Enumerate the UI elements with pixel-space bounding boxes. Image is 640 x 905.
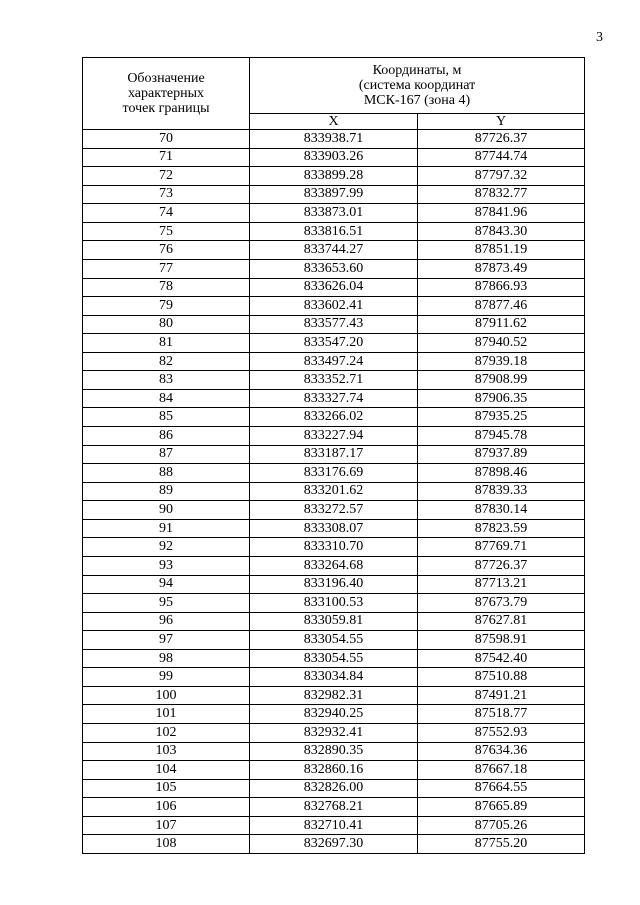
point-cell: 71	[83, 148, 250, 167]
y-coordinate-cell: 87866.93	[418, 278, 585, 297]
y-coordinate-cell: 87627.81	[418, 612, 585, 631]
y-coordinate-cell: 87598.91	[418, 631, 585, 650]
x-coordinate-cell: 833873.01	[250, 204, 418, 223]
y-coordinate-cell: 87755.20	[418, 835, 585, 854]
x-coordinate-cell: 833227.94	[250, 427, 418, 446]
table-row	[83, 761, 585, 780]
point-cell: 108	[83, 835, 250, 854]
x-coordinate-cell: 833577.43	[250, 315, 418, 334]
y-coordinate-cell: 87841.96	[418, 204, 585, 223]
x-coordinate-cell: 833653.60	[250, 259, 418, 278]
x-coordinate-cell: 832890.35	[250, 742, 418, 761]
x-coordinate-cell: 832710.41	[250, 816, 418, 835]
point-cell: 104	[83, 761, 250, 780]
designation-header-line-2: характерных	[127, 86, 205, 101]
table-row	[83, 130, 585, 149]
point-cell: 81	[83, 334, 250, 353]
x-coordinate-cell: 833272.57	[250, 501, 418, 520]
point-cell: 92	[83, 538, 250, 557]
y-coordinate-cell: 87664.55	[418, 779, 585, 798]
table-row	[83, 482, 585, 501]
point-cell: 78	[83, 278, 250, 297]
point-cell: 70	[83, 130, 250, 149]
y-coordinate-cell: 87510.88	[418, 668, 585, 687]
table-row	[83, 148, 585, 167]
x-coordinate-cell: 833310.70	[250, 538, 418, 557]
point-cell: 72	[83, 167, 250, 186]
point-cell: 90	[83, 501, 250, 520]
x-coordinate-cell: 833187.17	[250, 445, 418, 464]
point-cell: 107	[83, 816, 250, 835]
table-row	[83, 408, 585, 427]
table-row	[83, 222, 585, 241]
point-cell: 88	[83, 464, 250, 483]
boundary-coordinates-table	[82, 57, 585, 854]
y-coordinate-cell: 87518.77	[418, 705, 585, 724]
x-coordinate-cell: 833054.55	[250, 631, 418, 650]
point-cell: 98	[83, 649, 250, 668]
y-coordinate-cell: 87797.32	[418, 167, 585, 186]
point-cell: 93	[83, 556, 250, 575]
y-coordinate-cell: 87769.71	[418, 538, 585, 557]
x-coordinate-cell: 833744.27	[250, 241, 418, 260]
point-cell: 96	[83, 612, 250, 631]
y-coordinate-cell: 87839.33	[418, 482, 585, 501]
table-row	[83, 185, 585, 204]
y-coordinate-cell: 87665.89	[418, 798, 585, 817]
y-coordinate-cell: 87945.78	[418, 427, 585, 446]
table-row	[83, 612, 585, 631]
x-coordinate-cell: 832697.30	[250, 835, 418, 854]
coordinates-header	[250, 58, 585, 114]
y-coordinate-cell: 87726.37	[418, 130, 585, 149]
point-cell: 83	[83, 371, 250, 390]
x-coordinate-cell: 833626.04	[250, 278, 418, 297]
table-row	[83, 649, 585, 668]
x-coordinate-cell: 833938.71	[250, 130, 418, 149]
table-row	[83, 705, 585, 724]
table-row	[83, 204, 585, 223]
x-coordinate-cell: 832932.41	[250, 724, 418, 743]
point-cell: 106	[83, 798, 250, 817]
y-coordinate-cell: 87673.79	[418, 594, 585, 613]
x-coordinate-cell: 833899.28	[250, 167, 418, 186]
y-coordinate-cell: 87713.21	[418, 575, 585, 594]
point-cell: 75	[83, 222, 250, 241]
y-coordinate-cell: 87908.99	[418, 371, 585, 390]
point-cell: 103	[83, 742, 250, 761]
table-row	[83, 816, 585, 835]
x-coordinate-cell: 832982.31	[250, 686, 418, 705]
table-row	[83, 371, 585, 390]
point-cell: 87	[83, 445, 250, 464]
y-coordinate-cell: 87491.21	[418, 686, 585, 705]
table-row	[83, 519, 585, 538]
coordinates-header-line-3: МСК-167 (зона 4)	[363, 93, 471, 108]
y-coordinate-cell: 87832.77	[418, 185, 585, 204]
point-cell: 94	[83, 575, 250, 594]
x-coordinate-cell: 833264.68	[250, 556, 418, 575]
table-row	[83, 835, 585, 854]
y-coordinate-cell: 87830.14	[418, 501, 585, 520]
point-cell: 101	[83, 705, 250, 724]
y-coordinate-cell: 87911.62	[418, 315, 585, 334]
y-column-header: Y	[418, 114, 585, 130]
coordinates-header-line-2: (система координат	[358, 78, 476, 93]
x-coordinate-cell: 833897.99	[250, 185, 418, 204]
x-coordinate-cell: 833100.53	[250, 594, 418, 613]
point-cell: 73	[83, 185, 250, 204]
point-cell: 82	[83, 352, 250, 371]
point-cell: 85	[83, 408, 250, 427]
point-cell: 84	[83, 389, 250, 408]
y-coordinate-cell: 87851.19	[418, 241, 585, 260]
table-row	[83, 798, 585, 817]
x-coordinate-cell: 833266.02	[250, 408, 418, 427]
table-row	[83, 241, 585, 260]
table-row	[83, 464, 585, 483]
y-coordinate-cell: 87940.52	[418, 334, 585, 353]
x-coordinate-cell: 833903.26	[250, 148, 418, 167]
y-coordinate-cell: 87873.49	[418, 259, 585, 278]
x-coordinate-cell: 833816.51	[250, 222, 418, 241]
table-row	[83, 445, 585, 464]
page-number: 3	[596, 30, 603, 45]
table-row	[83, 724, 585, 743]
x-column-header: X	[250, 114, 418, 130]
x-coordinate-cell: 833352.71	[250, 371, 418, 390]
x-coordinate-cell: 833497.24	[250, 352, 418, 371]
y-coordinate-cell: 87823.59	[418, 519, 585, 538]
y-coordinate-cell: 87935.25	[418, 408, 585, 427]
point-cell: 95	[83, 594, 250, 613]
y-coordinate-cell: 87542.40	[418, 649, 585, 668]
point-cell: 77	[83, 259, 250, 278]
x-coordinate-cell: 832940.25	[250, 705, 418, 724]
coordinates-header-line-1: Координаты, м	[372, 63, 462, 78]
table-row	[83, 556, 585, 575]
designation-header-line-1: Обозначение	[127, 71, 205, 86]
point-cell: 89	[83, 482, 250, 501]
y-coordinate-cell: 87898.46	[418, 464, 585, 483]
table-row	[83, 594, 585, 613]
table-row	[83, 427, 585, 446]
table-row	[83, 389, 585, 408]
table-row	[83, 334, 585, 353]
x-coordinate-cell: 832768.21	[250, 798, 418, 817]
point-cell: 102	[83, 724, 250, 743]
table-row	[83, 575, 585, 594]
point-cell: 76	[83, 241, 250, 260]
point-cell: 99	[83, 668, 250, 687]
table-row	[83, 779, 585, 798]
y-coordinate-cell: 87667.18	[418, 761, 585, 780]
header-row-main	[83, 58, 585, 114]
table-row	[83, 631, 585, 650]
point-cell: 79	[83, 297, 250, 316]
table-header	[83, 58, 585, 130]
y-coordinate-cell: 87906.35	[418, 389, 585, 408]
y-coordinate-cell: 87744.74	[418, 148, 585, 167]
point-cell: 86	[83, 427, 250, 446]
designation-header-line-3: точек границы	[122, 101, 210, 116]
point-cell: 91	[83, 519, 250, 538]
x-coordinate-cell: 833308.07	[250, 519, 418, 538]
table-row	[83, 278, 585, 297]
point-cell: 100	[83, 686, 250, 705]
table-row	[83, 352, 585, 371]
table-row	[83, 668, 585, 687]
y-coordinate-cell: 87939.18	[418, 352, 585, 371]
x-coordinate-cell: 833201.62	[250, 482, 418, 501]
y-coordinate-cell: 87843.30	[418, 222, 585, 241]
x-coordinate-cell: 832860.16	[250, 761, 418, 780]
point-cell: 74	[83, 204, 250, 223]
x-coordinate-cell: 833547.20	[250, 334, 418, 353]
point-cell: 80	[83, 315, 250, 334]
y-coordinate-cell: 87937.89	[418, 445, 585, 464]
x-coordinate-cell: 832826.00	[250, 779, 418, 798]
table-row	[83, 259, 585, 278]
x-coordinate-cell: 833327.74	[250, 389, 418, 408]
table-row	[83, 315, 585, 334]
table-row	[83, 538, 585, 557]
table-body	[83, 130, 585, 854]
x-coordinate-cell: 833196.40	[250, 575, 418, 594]
x-coordinate-cell: 833054.55	[250, 649, 418, 668]
table-row	[83, 501, 585, 520]
y-coordinate-cell: 87552.93	[418, 724, 585, 743]
y-coordinate-cell: 87726.37	[418, 556, 585, 575]
y-coordinate-cell: 87877.46	[418, 297, 585, 316]
point-cell: 105	[83, 779, 250, 798]
x-coordinate-cell: 833176.69	[250, 464, 418, 483]
designation-header	[83, 58, 250, 130]
table-row	[83, 297, 585, 316]
table-row	[83, 167, 585, 186]
table-row	[83, 742, 585, 761]
x-coordinate-cell: 833034.84	[250, 668, 418, 687]
y-coordinate-cell: 87705.26	[418, 816, 585, 835]
y-coordinate-cell: 87634.36	[418, 742, 585, 761]
table-row	[83, 686, 585, 705]
point-cell: 97	[83, 631, 250, 650]
x-coordinate-cell: 833059.81	[250, 612, 418, 631]
x-coordinate-cell: 833602.41	[250, 297, 418, 316]
